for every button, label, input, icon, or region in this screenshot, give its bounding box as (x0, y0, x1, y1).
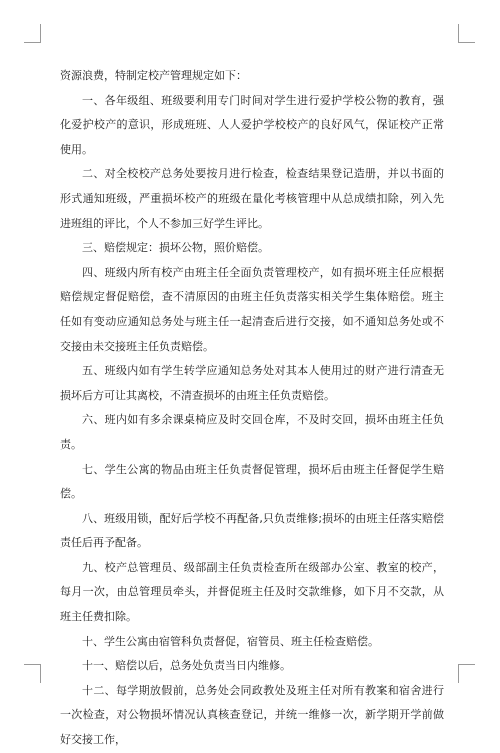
paragraph-rule-10: 十、学生公寓由宿管科负责督促，宿管员、班主任检查赔偿。 (82, 634, 379, 648)
paragraph-rule-11: 十一、赔偿以后，总务处负责当日内维修。 (82, 659, 291, 673)
paragraph-rule-4: 四、班级内所有校产由班主任全面负责管理校产，如有损坏班主任应根据赔偿规定督促赔偿，查不清原因的由班主任负责落实相关学生集体赔偿。班主任如有变动应通知总务处与班主任一起清查后进行交接，如不通知总务处或不交接由未交接班主任负责赔偿。 (60, 265, 444, 353)
paragraph-rule-2: 二、对全校校产总务处要按月进行检查，检查结果登记造册，并以书面的形式通知班级，严重损坏校产的班级在量化考核管理中从总成绩扣除，列入先进班组的评比，个人不参加三好学生评比。 (60, 167, 444, 230)
paragraph-rule-1: 一、各年级组、班级要利用专门时间对学生进行爱护学校公物的教育，强化爱护校产的意识，形成班班、人人爱护学校校产的良好风气，保证校产正常使用。 (60, 93, 444, 156)
crop-mark-top-right (458, 24, 475, 43)
paragraph-intro: 资源浪费，特制定校产管理规定如下： (60, 69, 247, 82)
paragraph-rule-12: 十二、每学期放假前，总务处会同政教处及班主任对所有教案和宿舍进行一次检查，对公物损坏情况认真核查登记，并统一维修一次，新学期开学前做好交接工作， (60, 683, 444, 747)
paragraph-rule-8: 八、班级用锁，配好后学校不再配备,只负责维修;损坏的由班主任落实赔偿责任后再予配备。 (60, 511, 444, 550)
crop-mark-bottom-right (458, 664, 475, 683)
document-body (60, 64, 444, 753)
paragraph-rule-7: 七、学生公寓的物品由班主任负责督促管理，损坏后由班主任督促学生赔偿。 (60, 462, 444, 501)
paragraph-rule-6: 六、班内如有多余课桌椅应及时交回仓库，不及时交回，损坏由班主任负责。 (60, 413, 444, 451)
crop-mark-top-left (24, 24, 41, 43)
paragraph-rule-5: 五、班级内如有学生转学应通知总务处对其本人使用过的财产进行清查无损坏后方可让其离校，不清查损坏的由班主任负责赔偿。 (60, 364, 444, 402)
crop-mark-bottom-left (24, 664, 41, 683)
paragraph-rule-9: 九、校产总管理员、级部副主任负责检查所在级部办公室、教室的校产，每月一次，由总管理员牵头，并督促班主任及时交款维修，如下月不交款，从班主任费扣除。 (60, 560, 444, 624)
paragraph-rule-3: 三、赔偿规定：损坏公物，照价赔偿。 (82, 241, 269, 255)
